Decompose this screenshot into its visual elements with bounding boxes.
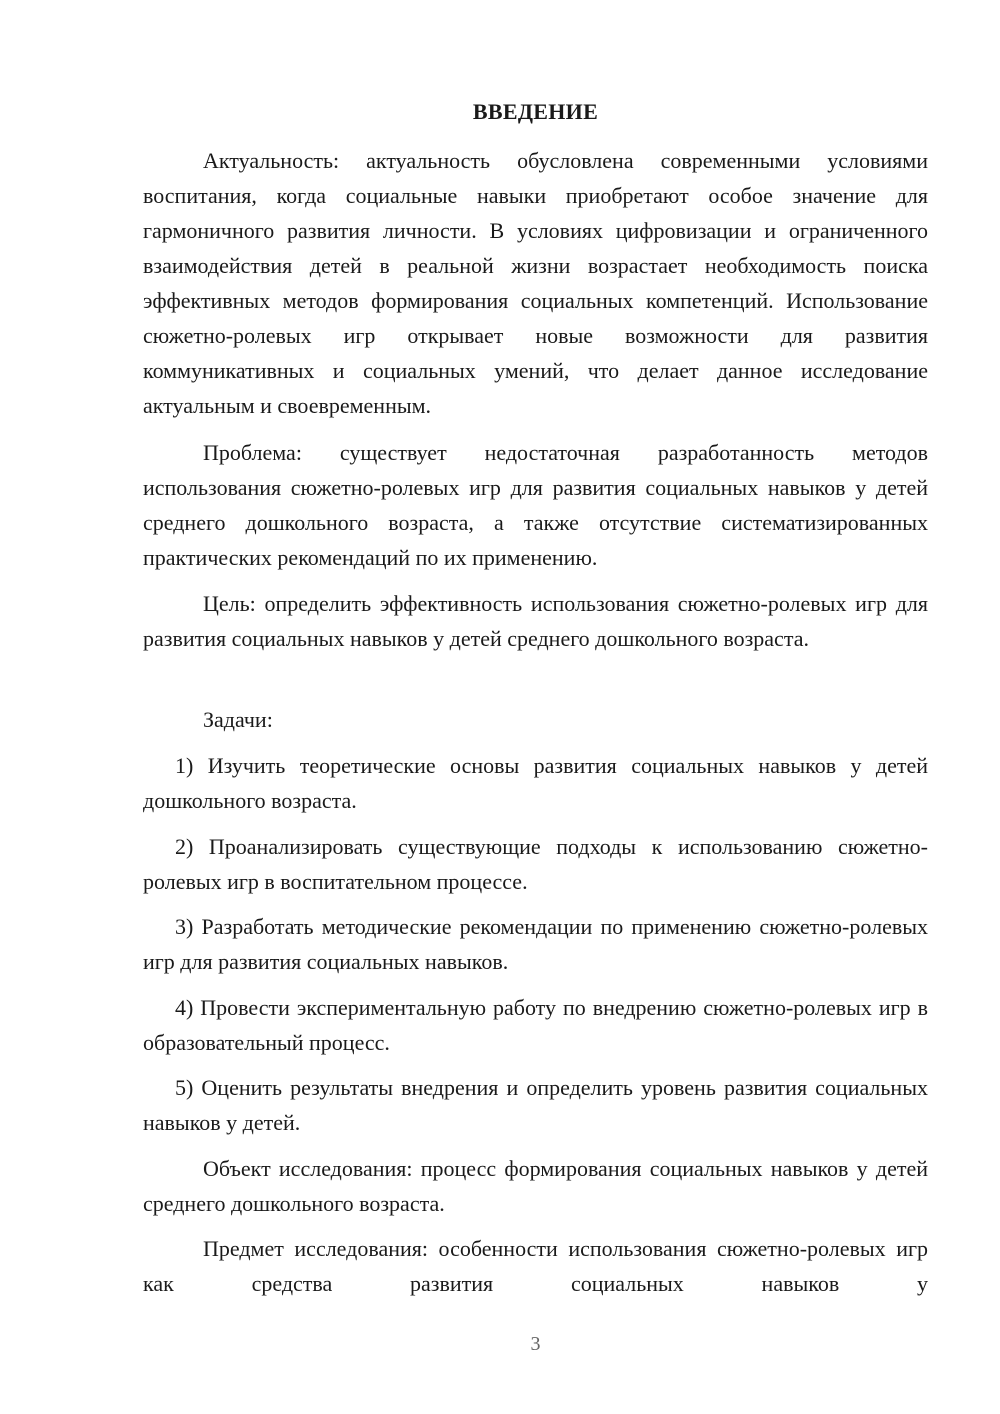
list-item-task-1: 1) Изучить теоретические основы развития социальных навыков у детей дошкольного возраста.: [143, 753, 928, 813]
list-item-task-3: 3) Разработать методические рекомендации по применению сюжетно-ролевых игр для развития социальных навыков.: [143, 914, 928, 974]
document-page: [143, 0, 928, 1414]
paragraph-object: Объект исследования: процесс формирования социальных навыков у детей среднего дошкольного возраста.: [143, 1156, 928, 1216]
list-item-task-4: 4) Провести экспериментальную работу по внедрению сюжетно-ролевых игр в образовательный процесс.: [143, 995, 928, 1055]
paragraph-problem: Проблема: существует недостаточная разработанность методов использования сюжетно-ролевых игр для развития социальных навыков у детей среднего дошкольного возраста, а также отсутствие систематизированных практических рекомендаций по их применению.: [143, 440, 928, 570]
paragraph-relevance: Актуальность: актуальность обусловлена современными условиями воспитания, когда социальные навыки приобретают особое значение для гармоничного развития личности. В условиях цифровизации и ограниченного взаимодействия детей в реальной жизни возрастает необходимость поиска эффективных методов формирования социальных компетенций. Использование сюжетно-ролевых игр открывает новые возможности для развития коммуникативных и социальных умений, что делает данное исследование актуальным и своевременным.: [143, 148, 928, 418]
section-title: ВВЕДЕНИЕ: [472, 99, 599, 124]
page-number: 3: [530, 1333, 541, 1355]
list-item-task-2: 2) Проанализировать существующие подходы к использованию сюжетно-ролевых игр в воспитательном процессе.: [143, 834, 928, 894]
paragraph-tasks-heading: Задачи:: [203, 707, 273, 732]
list-item-task-5: 5) Оценить результаты внедрения и определить уровень развития социальных навыков у детей.: [143, 1075, 928, 1135]
paragraph-subject: Предмет исследования: особенности использования сюжетно-ролевых игр как средства развития социальных навыков у: [143, 1236, 928, 1296]
paragraph-goal: Цель: определить эффективность использования сюжетно-ролевых игр для развития социальных навыков у детей среднего дошкольного возраста.: [143, 591, 928, 651]
